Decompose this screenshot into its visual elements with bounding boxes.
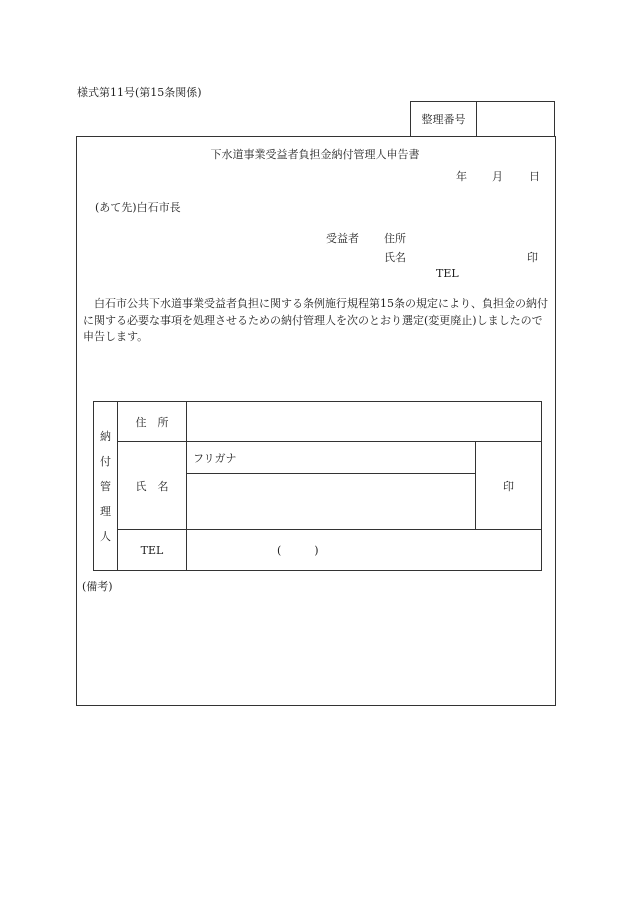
applicant-name-label: 氏名 xyxy=(384,251,406,264)
tel-area-code-parens: ( ) xyxy=(277,544,319,557)
applicant-seal: 印 xyxy=(527,251,538,264)
date-year: 年 xyxy=(456,170,467,183)
applicant-tel-label: TEL xyxy=(436,267,459,280)
declaration-text: 白石市公共下水道事業受益者負担に関する条例施行規程第15条の規定により、負担金の納付に関する必要な事項を処理させるための納付管理人を次のとおり選定(変更廃止)しましたので申告します。 xyxy=(83,297,548,343)
agent-table xyxy=(93,401,542,571)
furigana-label: フリガナ xyxy=(193,451,237,465)
agent-tel-label: TEL xyxy=(118,530,187,571)
agent-tel-field[interactable] xyxy=(187,530,542,571)
agent-seal: 印 xyxy=(476,442,542,530)
agent-name-field[interactable] xyxy=(187,474,476,530)
agent-furigana-field[interactable] xyxy=(187,442,476,474)
form-number: 様式第11号(第15条関係) xyxy=(77,86,202,99)
remarks-label: (備考) xyxy=(82,580,113,593)
applicant-role-label: 受益者 xyxy=(326,232,359,245)
agent-name-label: 氏 名 xyxy=(118,442,187,530)
date-month: 月 xyxy=(492,170,503,183)
agent-side-label: 納 付 管 理 人 xyxy=(94,402,118,571)
reference-number-label: 整理番号 xyxy=(411,102,477,136)
reference-number-box xyxy=(410,101,555,136)
form-title: 下水道事業受益者負担金納付管理人申告書 xyxy=(210,148,420,161)
reference-number-field[interactable] xyxy=(477,102,554,136)
applicant-address-label: 住所 xyxy=(384,232,406,245)
addressee: (あて先)白石市長 xyxy=(95,201,181,214)
agent-address-label: 住 所 xyxy=(118,402,187,442)
date-day: 日 xyxy=(529,170,540,183)
agent-address-field[interactable] xyxy=(187,402,542,442)
